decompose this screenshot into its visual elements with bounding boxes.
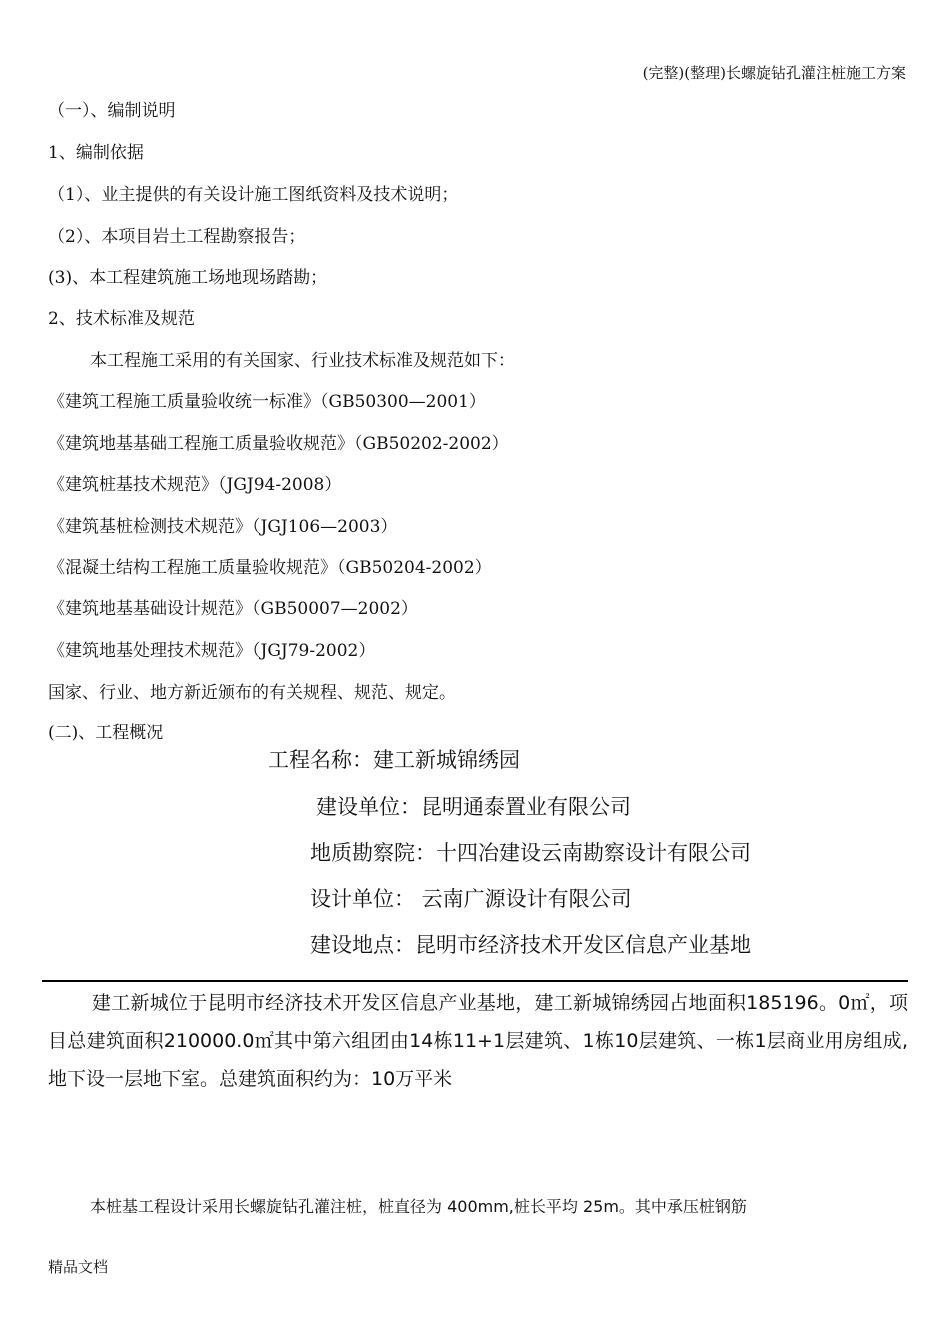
divider-rule — [42, 980, 908, 982]
standard-item: 《建筑地基基础工程施工质量验收规范》（GB50202-2002） — [48, 434, 509, 454]
basis-heading: 1、编制依据 — [48, 143, 144, 163]
standards-intro: 本工程施工采用的有关国家、行业技术标准及规范如下： — [90, 351, 515, 371]
document-footer: 精品文档 — [48, 1258, 109, 1276]
section-heading-preparation: （一）、编制说明 — [48, 101, 176, 121]
section-heading-overview: (二)、工程概况 — [48, 723, 164, 743]
standard-item: 《建筑桩基技术规范》（JGJ94-2008） — [48, 475, 342, 495]
design-unit: 设计单位： 云南广源设计有限公司 — [310, 887, 632, 911]
survey-institute: 地质勘察院：十四冶建设云南勘察设计有限公司 — [310, 841, 751, 865]
project-name: 工程名称：建工新城锦绣园 — [268, 748, 520, 772]
pile-design-paragraph: 本桩基工程设计采用长螺旋钻孔灌注桩，桩直径为 400mm,桩长平均 25m。其中承压桩钢筋 — [90, 1197, 747, 1216]
basis-item: （1）、业主提供的有关设计施工图纸资料及技术说明； — [48, 185, 459, 205]
construction-location: 建设地点：昆明市经济技术开发区信息产业基地 — [310, 933, 751, 957]
standards-outro: 国家、行业、地方新近颁布的有关规程、规范、规定。 — [48, 683, 456, 703]
basis-item: （2）、本项目岩土工程勘察报告； — [48, 227, 306, 247]
basis-item: (3)、本工程建筑施工场地现场踏勘； — [48, 268, 328, 288]
standard-item: 《建筑工程施工质量验收统一标准》（GB50300—2001） — [48, 392, 486, 412]
overview-paragraph: 建工新城位于昆明市经济技术开发区信息产业基地，建工新城锦绣园占地面积185196。0㎡，项目总建筑面积210000.0㎡其中第六组团由14栋11+1层建筑、1栋10层建筑、一栋1层商业用房组成,地下设一层地下室。总建筑面积约为：10万平米 — [48, 992, 908, 1090]
standard-item: 《建筑地基基础设计规范》（GB50007—2002） — [48, 599, 418, 619]
standard-item: 《建筑基桩检测技术规范》（JGJ106—2003） — [48, 517, 398, 537]
owner-unit: 建设单位：昆明通泰置业有限公司 — [316, 795, 631, 819]
standard-item: 《混凝土结构工程施工质量验收规范》（GB50204-2002） — [48, 558, 492, 578]
standards-heading: 2、技术标准及规范 — [48, 309, 195, 329]
standard-item: 《建筑地基处理技术规范》（JGJ79-2002） — [48, 641, 376, 661]
document-header: (完整)(整理)长螺旋钻孔灌注桩施工方案 — [642, 64, 906, 82]
